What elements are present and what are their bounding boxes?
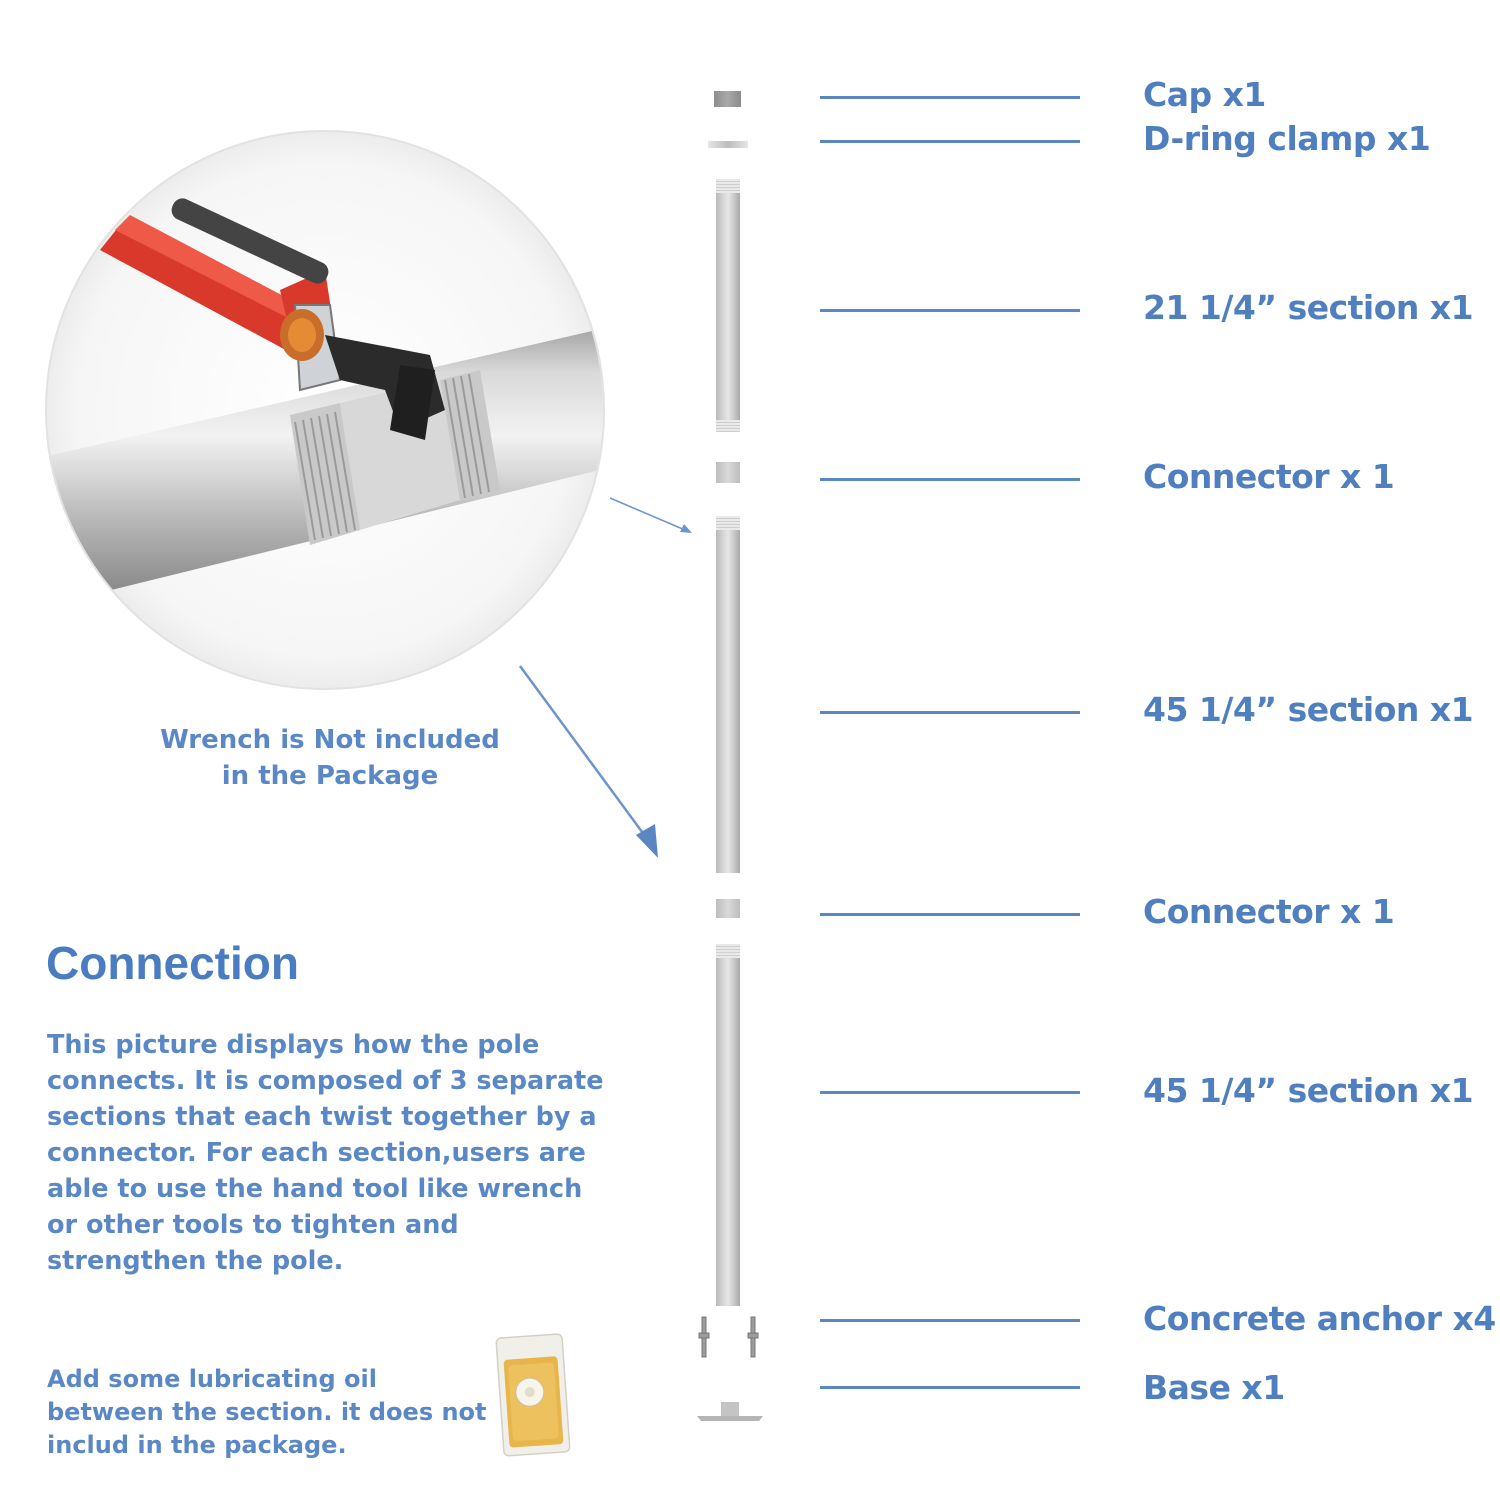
label-section-45-2: 45 1/4” section x1 bbox=[1143, 1071, 1474, 1110]
pointer-arrows bbox=[500, 480, 700, 870]
label-connector-1: Connector x 1 bbox=[1143, 457, 1395, 496]
wrench-note-line2: in the Package bbox=[221, 761, 439, 791]
leader-line-section-45-1 bbox=[820, 711, 1080, 714]
label-section-45-1: 45 1/4” section x1 bbox=[1143, 690, 1474, 729]
d-ring-clamp-part bbox=[708, 141, 748, 148]
label-section-21: 21 1/4” section x1 bbox=[1143, 288, 1474, 327]
oil-packet-icon bbox=[490, 1330, 575, 1460]
leader-line-base bbox=[820, 1386, 1080, 1389]
section-21-part bbox=[716, 179, 740, 432]
leader-line-section-45-2 bbox=[820, 1091, 1080, 1094]
leader-line-concrete-anchor bbox=[820, 1319, 1080, 1322]
leader-line-section-21 bbox=[820, 309, 1080, 312]
leader-line-cap bbox=[820, 96, 1080, 99]
wrench-note-line1: Wrench is Not included bbox=[160, 725, 500, 755]
leader-line-d-ring bbox=[820, 140, 1080, 143]
section-45-part-1 bbox=[716, 516, 740, 873]
label-connector-2: Connector x 1 bbox=[1143, 892, 1395, 931]
connector-part-2 bbox=[716, 899, 740, 918]
leader-line-connector-2 bbox=[820, 913, 1080, 916]
label-base: Base x1 bbox=[1143, 1368, 1285, 1407]
connection-title: Connection bbox=[46, 937, 299, 989]
section-45-part-2 bbox=[716, 944, 740, 1306]
wrench-note bbox=[130, 722, 530, 794]
label-cap: Cap x1 bbox=[1143, 75, 1266, 114]
leader-line-connector-1 bbox=[820, 478, 1080, 481]
label-concrete-anchor: Concrete anchor x4 bbox=[1143, 1299, 1496, 1338]
label-d-ring-clamp: D-ring clamp x1 bbox=[1143, 119, 1431, 158]
connection-description: This picture displays how the pole connects. It is composed of 3 separate sections that each twist together by a connector. For each section,users are able to use the hand tool like wrench or other tools to tighten and strengthen the pole. bbox=[47, 1030, 604, 1276]
lubricating-oil-note: Add some lubricating oil between the section. it does not includ in the package. bbox=[47, 1365, 487, 1459]
cap-part bbox=[714, 91, 741, 107]
base-part bbox=[695, 1400, 765, 1424]
concrete-anchor-part bbox=[690, 1315, 770, 1360]
connector-part-1 bbox=[716, 462, 740, 483]
